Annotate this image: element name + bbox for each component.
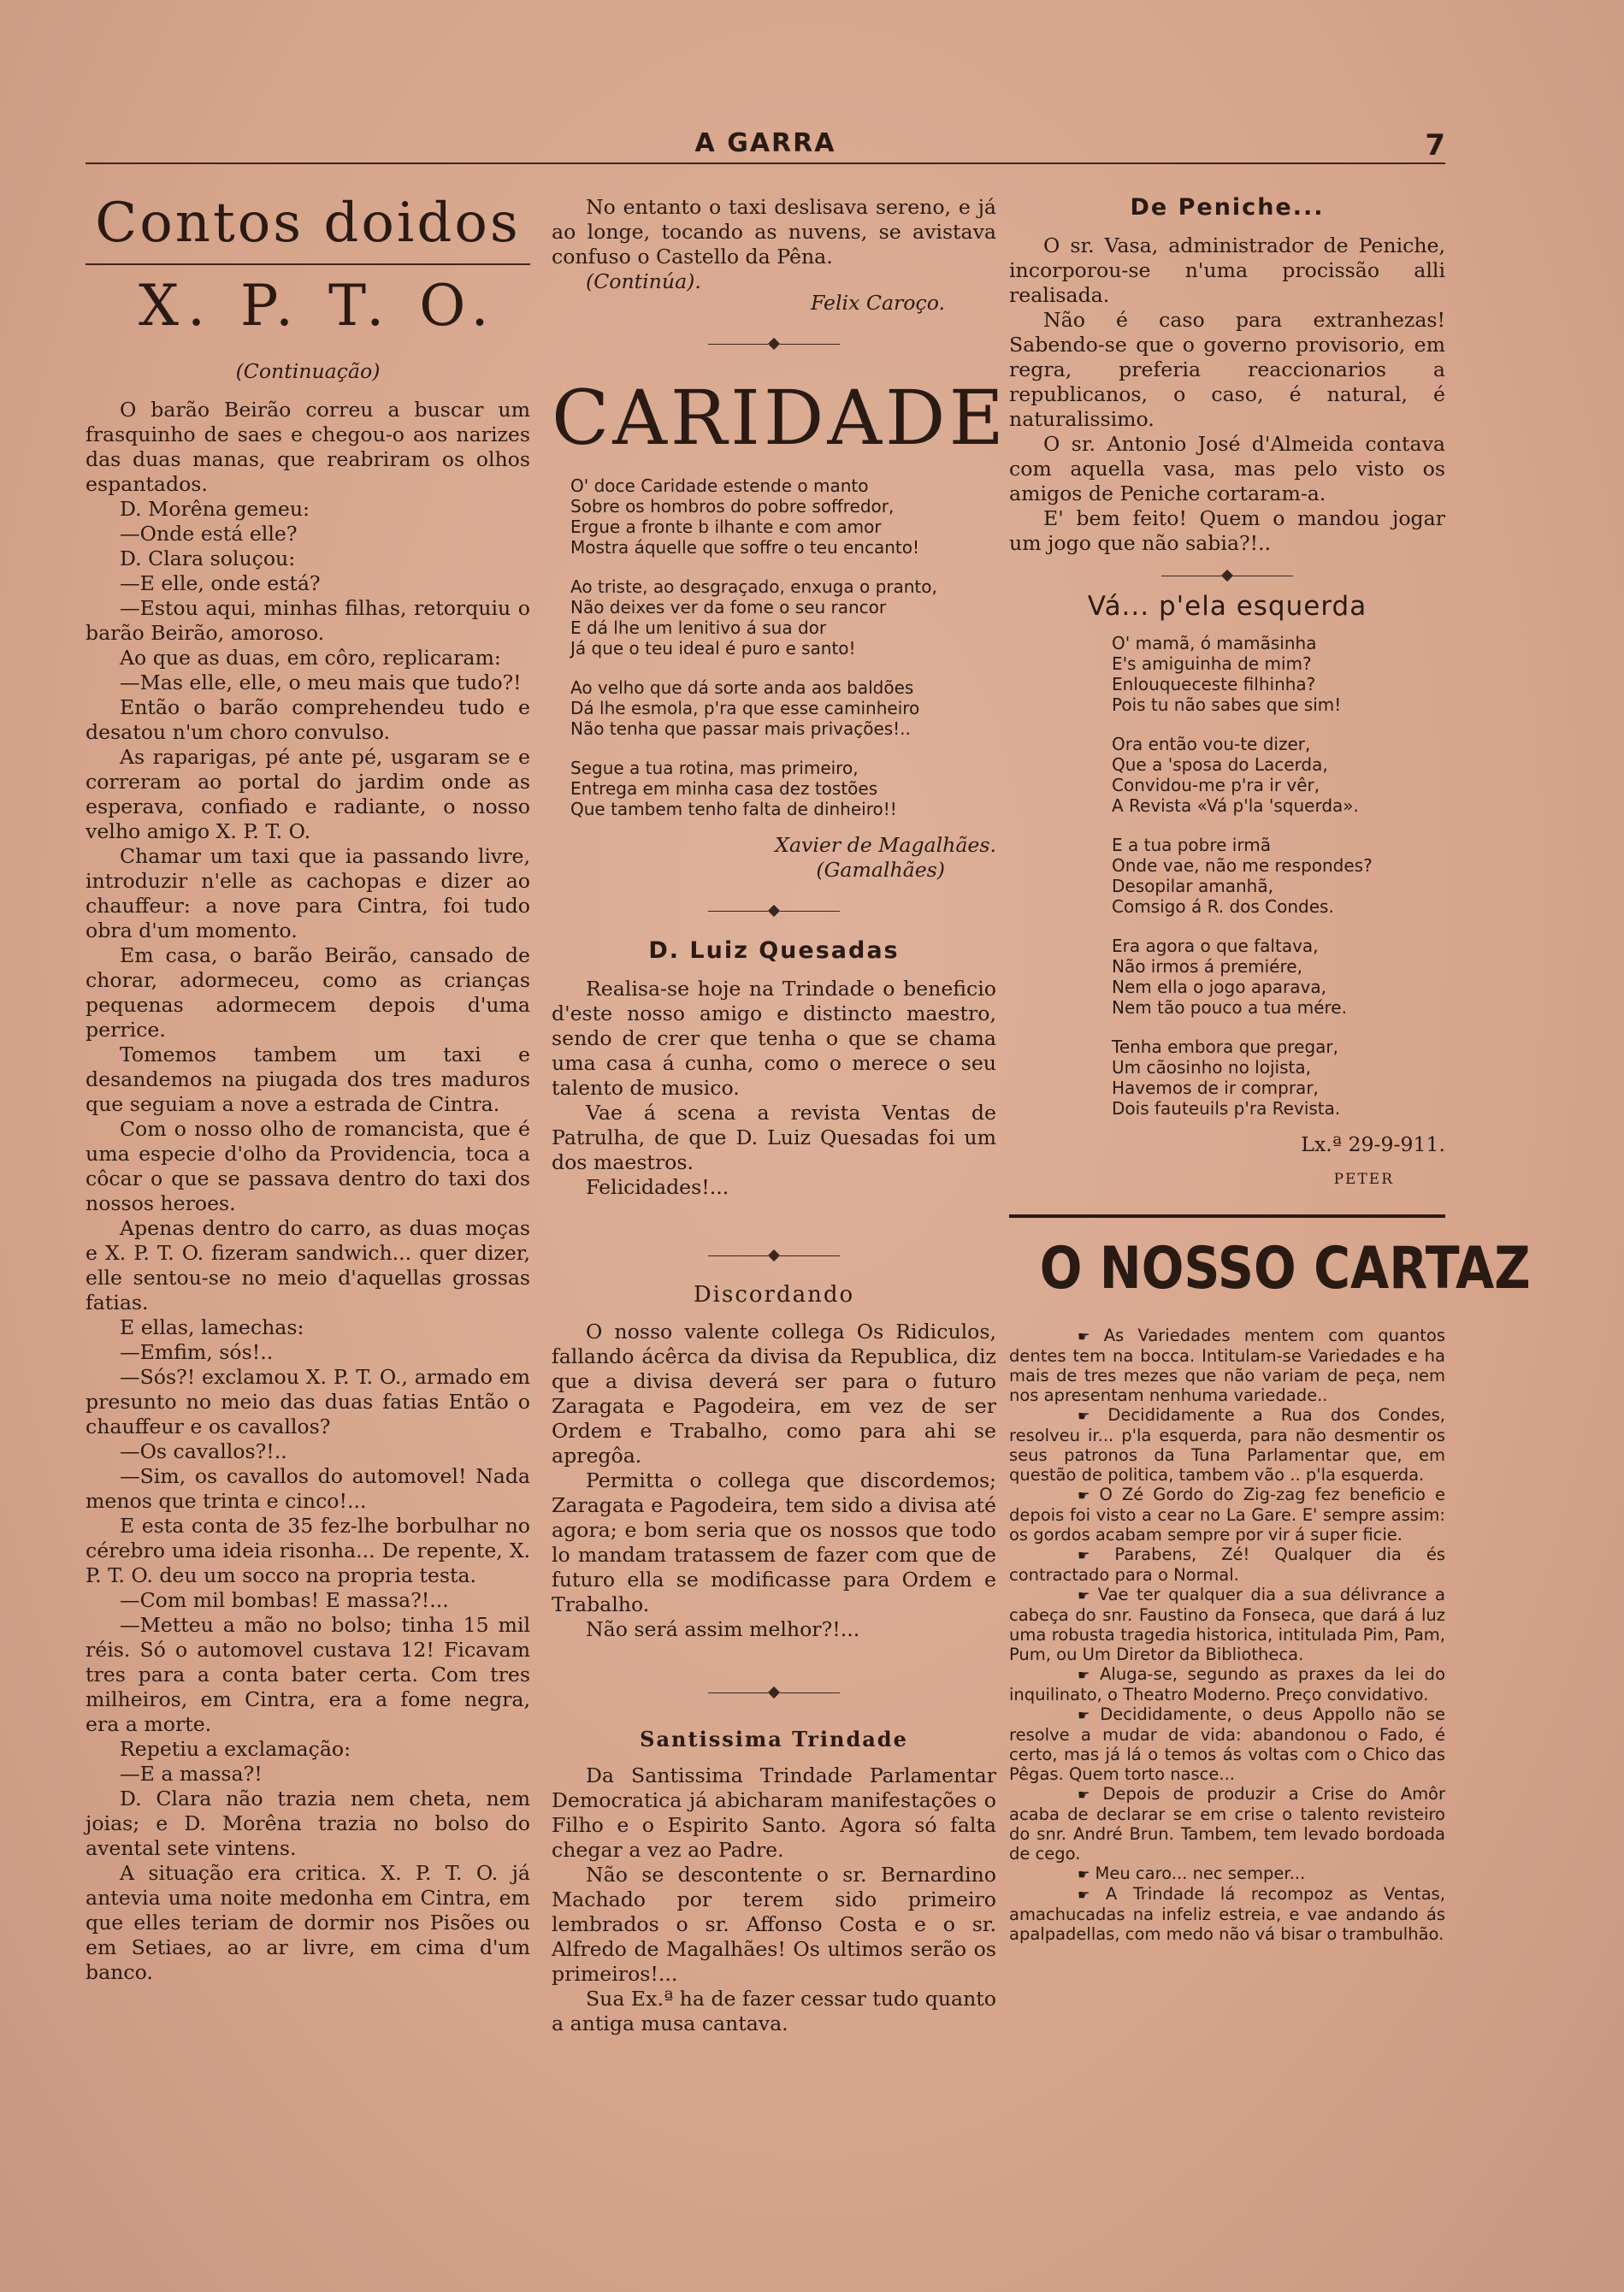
- cartaz-item: [1009, 1884, 1445, 1944]
- va-line: Pois tu não sabes que sim!: [1112, 694, 1342, 715]
- cartaz-item: [1009, 1664, 1445, 1704]
- section-title-contos-doidos: Contos doidos: [95, 192, 521, 255]
- cartaz-item: [1009, 1585, 1445, 1664]
- story-paragraph: Tomemos tambem um taxi e desandemos na piugada dos tres maduros que seguiam a nove a estrada de Cintra.: [86, 1043, 530, 1116]
- article-santissima-trindade: [552, 1763, 996, 2036]
- story-paragraph: Então o barão comprehendeu tudo e desatou n'um choro convulso.: [86, 695, 530, 744]
- story-paragraph: D. Clara soluçou:: [120, 546, 296, 570]
- column-caridade: [552, 195, 1007, 2036]
- cartaz-item: [1009, 1326, 1445, 1405]
- cartaz-items: [1009, 1326, 1445, 1944]
- poem-caridade: [570, 476, 996, 819]
- story-paragraph: —E elle, onde está?: [120, 571, 321, 595]
- va-stanza: [1112, 1037, 1445, 1119]
- va-line: A Revista «Vá p'la 'squerda».: [1112, 795, 1359, 816]
- caridade-stanza: [570, 576, 996, 659]
- story-paragraph: Repetiu a exclamação:: [120, 1737, 351, 1761]
- divider: [86, 263, 530, 265]
- article-title-santissima-trindade: Santissima Trindade: [640, 1727, 908, 1751]
- pointing-hand-icon: ☛: [1078, 1887, 1090, 1903]
- pointing-hand-icon: ☛: [1078, 1408, 1090, 1424]
- pointing-hand-icon: ☛: [1078, 1787, 1090, 1803]
- story-paragraph: D. Morêna gemeu:: [120, 497, 310, 521]
- newspaper-title: A GARRA: [694, 128, 836, 158]
- story-paragraph: O barão Beirão correu a buscar um frasquinho de saes e chegou-o aos narizes das duas manas, que reabriram os olhos espantados.: [86, 398, 530, 496]
- cartaz-item: [1009, 1405, 1445, 1485]
- column-peniche-cartaz: [1009, 194, 1531, 1944]
- story-paragraph: A situação era critica. X. P. T. O. já antevia uma noite medonha em Cintra, em que elles teriam de dormir nos Pisões ou em Setiaes, ao ar livre, em cima d'um banco.: [86, 1861, 530, 1984]
- poem-date: Lx.ª 29-9-911.: [1301, 1132, 1445, 1156]
- caridade-line: Não tenha que passar mais privações!..: [570, 718, 911, 739]
- peniche-paragraph: E' bem feito! Quem o mandou jogar um jogo que não sabia?!..: [1009, 506, 1445, 555]
- story-paragraph: Apenas dentro do carro, as duas moças e X. P. T. O. fizeram sandwich... quer dizer, elle sentou-se no meio d'aquellas grossas fatias.: [86, 1216, 530, 1314]
- trindade-paragraph: Da Santissima Trindade Parlamentar Democratica já abicharam manifestações o Filho e o Espirito Santo. Agora só falta chegar a vez ao Padre.: [552, 1763, 996, 1862]
- va-line: Era agora o que faltava,: [1112, 936, 1319, 956]
- section-title-cartaz: O NOSSO CARTAZ: [1039, 1235, 1531, 1303]
- va-line: O' mamã, ó mamãsinha: [1112, 633, 1317, 653]
- article-title-peniche: De Peniche...: [1130, 194, 1325, 221]
- caridade-stanza: [570, 476, 996, 558]
- story-paragraph: —Emfim, sós!..: [120, 1340, 274, 1364]
- ornament-divider: [1009, 563, 1445, 588]
- story-body: [86, 398, 530, 1985]
- story-paragraph: —Sós?! exclamou X. P. T. O., armado em presunto no meio das duas fatias Então o chauffeur e os cavallos?: [86, 1365, 530, 1438]
- poem-title-caridade: CARIDADE: [552, 374, 1007, 462]
- cartaz-item: [1009, 1704, 1445, 1784]
- va-line: Dois fauteuils p'ra Revista.: [1112, 1098, 1341, 1119]
- continued-note: (Continuação): [235, 359, 381, 383]
- discordando-paragraph: O nosso valente collega Os Ridiculos, fallando ácêrca da divisa da Republica, diz que a divisa deverá ser para o futuro Zaragata e Pagodeira, em vez de ser Ordem e Trabalho, como para ahi se apregôa.: [552, 1320, 996, 1468]
- cartaz-item-text: Depois de produzir a Crise do Amôr acaba de declarar se em crise o talento revisteiro do snr. André Brun. Tambem, tem levado bordoada de cego.: [1009, 1784, 1446, 1864]
- cartaz-item-text: As Variedades mentem com quantos dentes tem na bocca. Intitulam-se Variedades e ha mais de tres mezes que não variam de peça, nem nos apresentam nenhuma variedade..: [1009, 1326, 1446, 1405]
- poem-author: Xavier de Magalhães.: [775, 833, 996, 857]
- poem-author-alias: (Gamalhães): [816, 858, 945, 882]
- article-title-luiz-quesadas: D. Luiz Quesadas: [648, 937, 900, 964]
- pointing-hand-icon: ☛: [1078, 1487, 1090, 1503]
- va-stanza: [1112, 633, 1445, 715]
- ornament-divider: [552, 1680, 996, 1704]
- poem-title-va-pela-esquerda: Vá... p'ela esquerda: [1087, 591, 1367, 622]
- cartaz-item-text: Aluga-se, segundo as praxes da lei do inquilinato, o Theatro Moderno. Preço convidativo.: [1009, 1664, 1445, 1704]
- discordando-paragraph: Permitta o collega que discordemos; Zaragata e Pagodeira, tem sido a divisa até agora; e bom seria que os nossos que todo lo mandam tratassem de fazer com que de futuro ella se modificasse para Ordem e Trabalho.: [552, 1468, 996, 1616]
- cartaz-item-text: Meu caro... nec semper...: [1095, 1864, 1306, 1883]
- caridade-line: Que tambem tenho falta de dinheiro!!: [570, 799, 897, 819]
- peniche-paragraph: O sr. Vasa, administrador de Peniche, incorporou-se n'uma procissão alli realisada.: [1009, 233, 1445, 307]
- article-luiz-quesadas: [552, 977, 996, 1200]
- pointing-hand-icon: ☛: [1078, 1328, 1090, 1344]
- trindade-paragraph: Não se descontente o sr. Bernardino Machado por terem sido primeiro lembrados o sr. Affonso Costa e o sr. Alfredo de Magalhães! Os ultimos serão os primeiros!...: [552, 1863, 996, 1986]
- va-line: Não irmos á premiére,: [1112, 956, 1302, 977]
- story-paragraph: Com o nosso olho de romancista, que é uma especie d'olho da Providencia, toca a côcar o que se passava dentro do taxi dos nossos heroes.: [86, 1117, 530, 1215]
- column-contos-doidos: [86, 192, 530, 1985]
- va-line: E a tua pobre irmã: [1112, 835, 1271, 855]
- story-paragraph: D. Clara não trazia nem cheta, nem joias; e D. Morêna trazia no bolso do avental sete vintens.: [86, 1787, 530, 1860]
- caridade-line: Ao triste, ao desgraçado, enxuga o pranto,: [570, 576, 937, 597]
- cartaz-item-text: Vae ter qualquer dia a sua délivrance a cabeça do snr. Faustino da Fonseca, que dará á luz uma robusta tragedia historica, intitulada Pim, Pam, Pum, ou Um Diretor da Bibliotheca.: [1009, 1585, 1445, 1664]
- continua-note: (Continúa).: [586, 269, 701, 293]
- caridade-line: Segue a tua rotina, mas primeiro,: [570, 758, 859, 778]
- ornament-divider: [552, 331, 996, 356]
- luiz-paragraph: Realisa-se hoje na Trindade o beneficio d'este nosso amigo e distincto maestro, sendo de crer que tenha o que se chama uma casa á cunha, como o merece o seu talento de musico.: [552, 977, 996, 1100]
- story-title-xpto: X. P. T. O.: [139, 273, 498, 339]
- cartaz-item-text: Decididamente, o deus Appollo não se resolve a mudar de vida: abandonou o Fado, é certo, mas já lá o temos ás voltas com o Chico das Pêgas. Quem torto nasce...: [1009, 1704, 1445, 1784]
- cartaz-item: [1009, 1485, 1445, 1545]
- page-number: 7: [1425, 128, 1445, 162]
- caridade-line: Já que o teu ideal é puro e santo!: [570, 638, 856, 659]
- va-line: Comsigo á R. dos Condes.: [1112, 896, 1334, 917]
- story-paragraph: —Metteu a mão no bolso; tinha 15 mil réis. Só o automovel custava 12! Ficavam tres para a conta bater certa. Com tres milheiros, em Cintra, era a fome negra, era a morte.: [86, 1613, 530, 1736]
- va-line: E's amiguinha de mim?: [1112, 653, 1312, 674]
- va-line: Desopilar amanhã,: [1112, 876, 1273, 896]
- va-line: Havemos de ir comprar,: [1112, 1078, 1319, 1098]
- cartaz-item-text: Parabens, Zé! Qualquer dia és contractado para o Normal.: [1009, 1545, 1446, 1585]
- va-line: Ora então vou-te dizer,: [1112, 734, 1311, 754]
- va-stanza: [1112, 936, 1445, 1018]
- story-paragraph: Em casa, o barão Beirão, cansado de chorar, adormeceu, como as crianças pequenas adormecem depois d'uma perrice.: [86, 943, 530, 1042]
- caridade-line: Não deixes ver da fome o seu rancor: [570, 597, 887, 617]
- cartaz-item-text: A Trindade lá recompoz as Ventas, amachucadas na infeliz estreia, e vae andando ás apalpadellas, com medo não vá bisar o trambulhão.: [1009, 1884, 1446, 1944]
- ornament-divider: [552, 1243, 996, 1267]
- va-line: Que a 'sposa do Lacerda,: [1112, 754, 1328, 775]
- va-line: Nem ella o jogo aparava,: [1112, 977, 1326, 997]
- va-line: Convidou-me p'ra ir vêr,: [1112, 775, 1320, 795]
- caridade-stanza: [570, 758, 996, 819]
- va-stanza: [1112, 835, 1445, 917]
- poem-va-pela-esquerda: [1112, 633, 1445, 1119]
- pointing-hand-icon: ☛: [1078, 1587, 1090, 1604]
- story-paragraph: Chamar um taxi que ia passando livre, introduzir n'elle as cachopas e dizer ao chauffeur: a nove para Cintra, foi tudo obra d'um momento.: [86, 844, 530, 942]
- caridade-line: Ao velho que dá sorte anda aos baldões: [570, 677, 914, 698]
- caridade-stanza: [570, 677, 996, 739]
- discordando-paragraph: Não será assim melhor?!...: [586, 1617, 860, 1641]
- story-paragraph: Ao que as duas, em côro, replicaram:: [120, 646, 501, 670]
- luiz-paragraph: Vae á scena a revista Ventas de Patrulha, de que D. Luiz Quesadas foi um dos maestros.: [552, 1101, 996, 1174]
- caridade-line: Sobre os hombros do pobre soffredor,: [570, 496, 895, 517]
- caridade-line: Mostra áquelle que soffre o teu encanto!: [570, 537, 919, 558]
- va-line: Enlouqueceste filhinha?: [1112, 674, 1316, 694]
- story-paragraph: —Estou aqui, minhas filhas, retorquiu o barão Beirão, amoroso.: [86, 596, 530, 645]
- cartaz-item: [1009, 1545, 1445, 1585]
- cartaz-item: [1009, 1784, 1445, 1864]
- caridade-line: Entrega em minha casa dez tostões: [570, 778, 878, 799]
- story-paragraph: —Os cavallos?!..: [120, 1439, 287, 1463]
- cartaz-item-text: O Zé Gordo do Zig-zag fez beneficio e depois foi visto a cear no La Gare. E' sempre assim: os gordos acabam sempre por vir á super ficie.: [1009, 1485, 1446, 1545]
- peniche-paragraph: O sr. Antonio José d'Almeida contava com aquella vasa, mas pelo visto os amigos de Peniche cortaram-a.: [1009, 432, 1445, 505]
- running-head: [86, 128, 1445, 164]
- story-paragraph: —Sim, os cavallos do automovel! Nada menos que trinta e cinco!...: [86, 1464, 530, 1513]
- peniche-paragraph: Não é caso para extranhezas! Sabendo-se que o governo provisorio, em regra, preferia reaccionarios a republicanos, o caso, é natural, é naturalissimo.: [1009, 308, 1445, 431]
- story-paragraph: —Com mil bombas! E massa?!...: [120, 1588, 449, 1612]
- cartaz-item-text: Decididamente a Rua dos Condes, resolveu ir... p'la esquerda, para não desmentir os seus patronos da Tuna Parlamentar que, em questão de politica, tambem vão .. p'la esquerda.: [1009, 1405, 1445, 1485]
- pointing-hand-icon: ☛: [1078, 1547, 1090, 1563]
- caridade-line: O' doce Caridade estende o manto: [570, 476, 869, 496]
- story-paragraph: —E a massa?!: [120, 1762, 263, 1786]
- divider: [1009, 1214, 1445, 1218]
- article-discordando: [552, 1320, 996, 1642]
- caridade-line: Dá lhe esmola, p'ra que esse caminheiro: [570, 698, 920, 718]
- cartaz-item: [1009, 1864, 1445, 1884]
- article-title-discordando: Discordando: [693, 1282, 855, 1308]
- caridade-line: E dá lhe um lenitivo á sua dor: [570, 617, 827, 638]
- va-line: Tenha embora que pregar,: [1112, 1037, 1338, 1057]
- author-felix: Felix Caroço.: [810, 291, 945, 315]
- va-line: Onde vae, não me respondes?: [1112, 855, 1373, 876]
- ornament-divider: [552, 898, 996, 923]
- va-line: Um cãosinho no lojista,: [1112, 1057, 1311, 1078]
- story-intro: No entanto o taxi deslisava sereno, e já ao longe, tocando as nuvens, se avistava confuso o Castello da Pêna.: [552, 195, 996, 269]
- va-stanza: [1112, 734, 1445, 816]
- story-paragraph: E ellas, lamechas:: [120, 1315, 304, 1339]
- luiz-paragraph: Felicidades!...: [586, 1175, 729, 1199]
- pointing-hand-icon: ☛: [1078, 1707, 1090, 1723]
- pointing-hand-icon: ☛: [1078, 1866, 1090, 1882]
- article-peniche: [1009, 233, 1445, 556]
- poem-author-peter: PETER: [1333, 1171, 1394, 1188]
- caridade-line: Ergue a fronte b ilhante e com amor: [570, 517, 882, 537]
- va-line: Nem tão pouco a tua mére.: [1112, 997, 1347, 1018]
- story-paragraph: —Onde está elle?: [120, 522, 298, 546]
- pointing-hand-icon: ☛: [1078, 1667, 1090, 1683]
- story-paragraph: As raparigas, pé ante pé, usgaram se e correram ao portal do jardim onde as esperava, confiado e radiante, o nosso velho amigo X. P. T. O.: [86, 745, 530, 843]
- story-paragraph: —Mas elle, elle, o meu mais que tudo?!: [120, 670, 522, 694]
- story-paragraph: E esta conta de 35 fez-lhe borbulhar no cérebro uma ideia risonha... De repente, X. P. T. O. deu um socco na propria testa.: [86, 1514, 530, 1587]
- trindade-paragraph: Sua Ex.ª ha de fazer cessar tudo quanto a antiga musa cantava.: [552, 1987, 996, 2035]
